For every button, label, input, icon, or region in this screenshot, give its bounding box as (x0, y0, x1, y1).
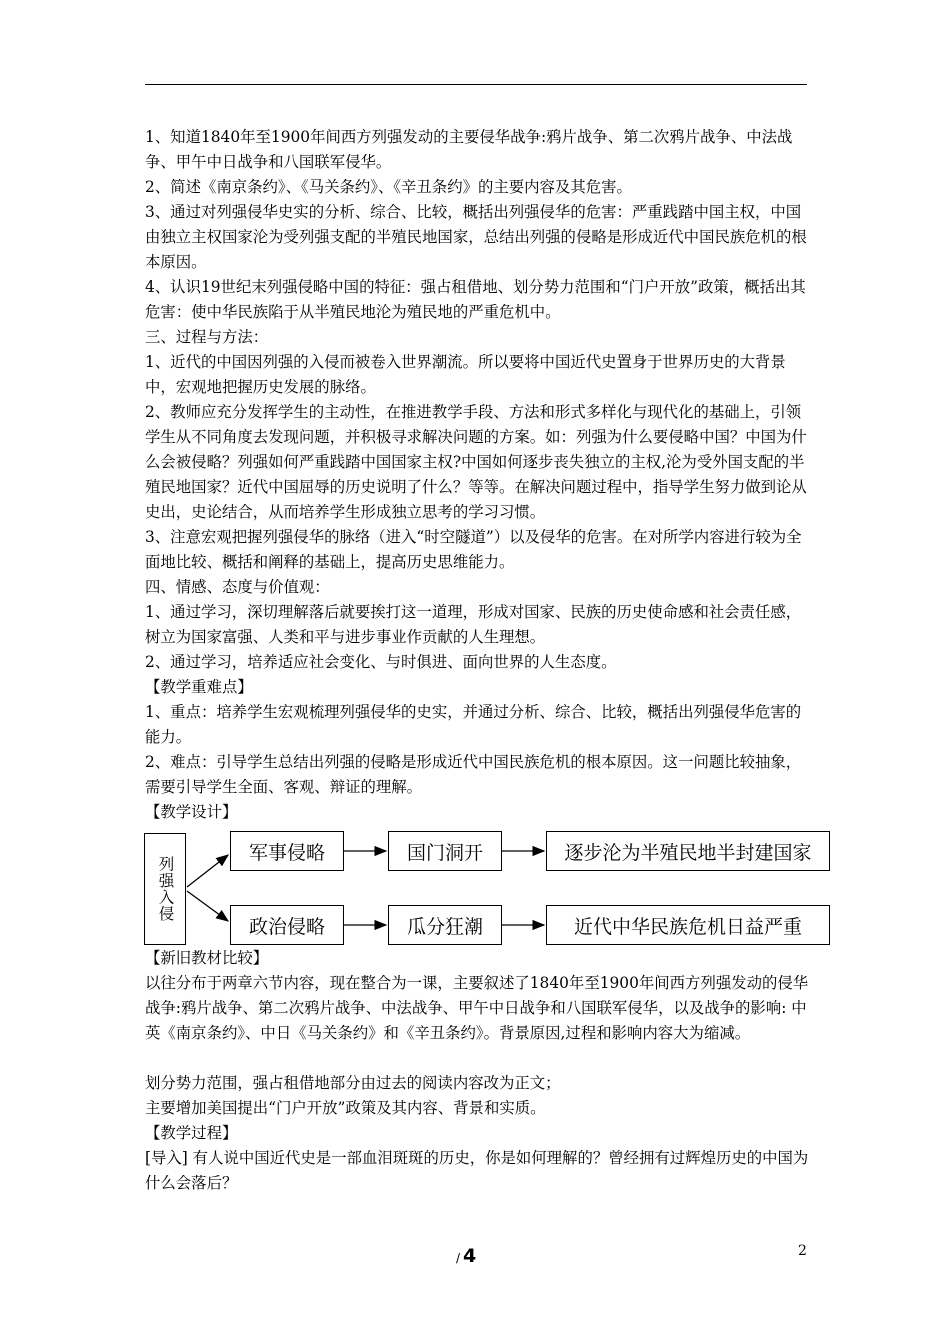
diagram-source-label: 列强入侵 (156, 856, 175, 922)
diagram-node-label: 国门洞开 (406, 841, 483, 864)
paragraph: 2、简述《南京条约》、《马关条约》、《辛丑条约》的主要内容及其危害。 (145, 178, 632, 196)
paragraph: 划分势力范围，强占租借地部分由过去的阅读内容改为正文； (145, 1074, 561, 1092)
section-heading: 【教学过程】 (145, 1124, 238, 1142)
flow-diagram (144, 827, 844, 949)
diagram-arrows (144, 827, 844, 949)
paragraph: 2、通过学习，培养适应社会变化、与时俱进、面向世界的人生态度。 (145, 653, 617, 671)
paragraph: 3、注意宏观把握列强侵华的脉络（进入“时空隧道”）以及侵华的危害。在对所学内容进行较为全面地比较、概括和阐释的基础上，提高历史思维能力。 (145, 528, 802, 571)
page-total (456, 1245, 476, 1267)
section-heading: 【新旧教材比较】 (145, 949, 269, 967)
paragraph: 以往分布于两章六节内容，现在整合为一课，主要叙述了1840年至1900年间西方列强发动的侵华战争:鸦片战争、第二次鸦片战争、中法战争、甲午中日战争和八国联军侵华，以及战争的影响: 中英《南京条约》、中日《马关条约》和《辛丑条约》。背景原因,过程和影响内容大为缩减。 (145, 974, 809, 1042)
section-heading: 【教学重难点】 (145, 678, 253, 696)
paragraph: 1、重点：培养学生宏观梳理列强侵华的史实，并通过分析、综合、比较，概括出列强侵华危害的能力。 (145, 703, 802, 746)
arrow (187, 855, 228, 887)
paragraph: [导入] 有人说中国近代史是一部血泪斑斑的历史，你是如何理解的？曾经拥有过辉煌历史的中国为什么会落后？ (145, 1149, 809, 1192)
diagram-node-label: 近代中华民族危机日益严重 (573, 915, 802, 938)
diagram-node-label: 军事侵略 (248, 841, 325, 864)
page-total-slash: / (456, 1251, 461, 1265)
paragraph: 主要增加美国提出“门户开放”政策及其内容、背景和实质。 (145, 1099, 546, 1117)
paragraph: 1、近代的中国因列强的入侵而被卷入世界潮流。所以要将中国近代史置身于世界历史的大背景中，宏观地把握历史发展的脉络。 (145, 353, 786, 396)
page-number: 2 (798, 1243, 807, 1259)
paragraph: 3、通过对列强侵华史实的分析、综合、比较，概括出列强侵华的危害：严重践踏中国主权，中国由独立主权国家沦为受列强支配的半殖民地国家，总结出列强的侵略是形成近代中国民族危机的根本原因。 (145, 203, 807, 271)
diagram-node-label: 政治侵略 (248, 915, 325, 938)
page-total-number: 4 (463, 1245, 477, 1267)
header-rule (145, 84, 807, 85)
paragraph: 4、认识19世纪末列强侵略中国的特征：强占租借地、划分势力范围和“门户开放”政策，概括出其危害：使中华民族陷于从半殖民地沦为殖民地的严重危机中。 (145, 278, 806, 321)
section-heading: 【教学设计】 (145, 803, 238, 821)
paragraph: 2、难点：引导学生总结出列强的侵略是形成近代中国民族危机的根本原因。这一问题比较抽象，需要引导学生全面、客观、辩证的理解。 (145, 753, 802, 796)
paragraph: 1、通过学习，深切理解落后就要挨打这一道理，形成对国家、民族的历史使命感和社会责任感，树立为国家富强、人类和平与进步事业作贡献的人生理想。 (145, 603, 802, 646)
diagram-node-label: 逐步沦为半殖民地半封建国家 (564, 841, 812, 864)
section-heading: 三、过程与方法： (145, 328, 269, 346)
arrow (187, 891, 228, 921)
paragraph: 1、知道1840年至1900年间西方列强发动的主要侵华战争:鸦片战争、第二次鸦片战争、中法战争、甲午中日战争和八国联军侵华。 (145, 128, 793, 171)
paragraph: 2、教师应充分发挥学生的主动性，在推进教学手段、方法和形式多样化与现代化的基础上，引领学生从不同角度去发现问题，并积极寻求解决问题的方案。如：列强为什么要侵略中国？中国为什么会被侵略？列强如何严重践踏中国国家主权?中国如何逐步丧失独立的主权,沦为受外国支配的半殖民地国家？近代中国屈辱的历史说明了什么？等等。在解决问题过程中，指导学生努力做到论从史出，史论结合，从而培养学生形成独立思考的学习习惯。 (145, 403, 807, 521)
diagram-node-label: 瓜分狂潮 (406, 915, 483, 938)
section-heading: 四、情感、态度与价值观： (145, 578, 330, 596)
